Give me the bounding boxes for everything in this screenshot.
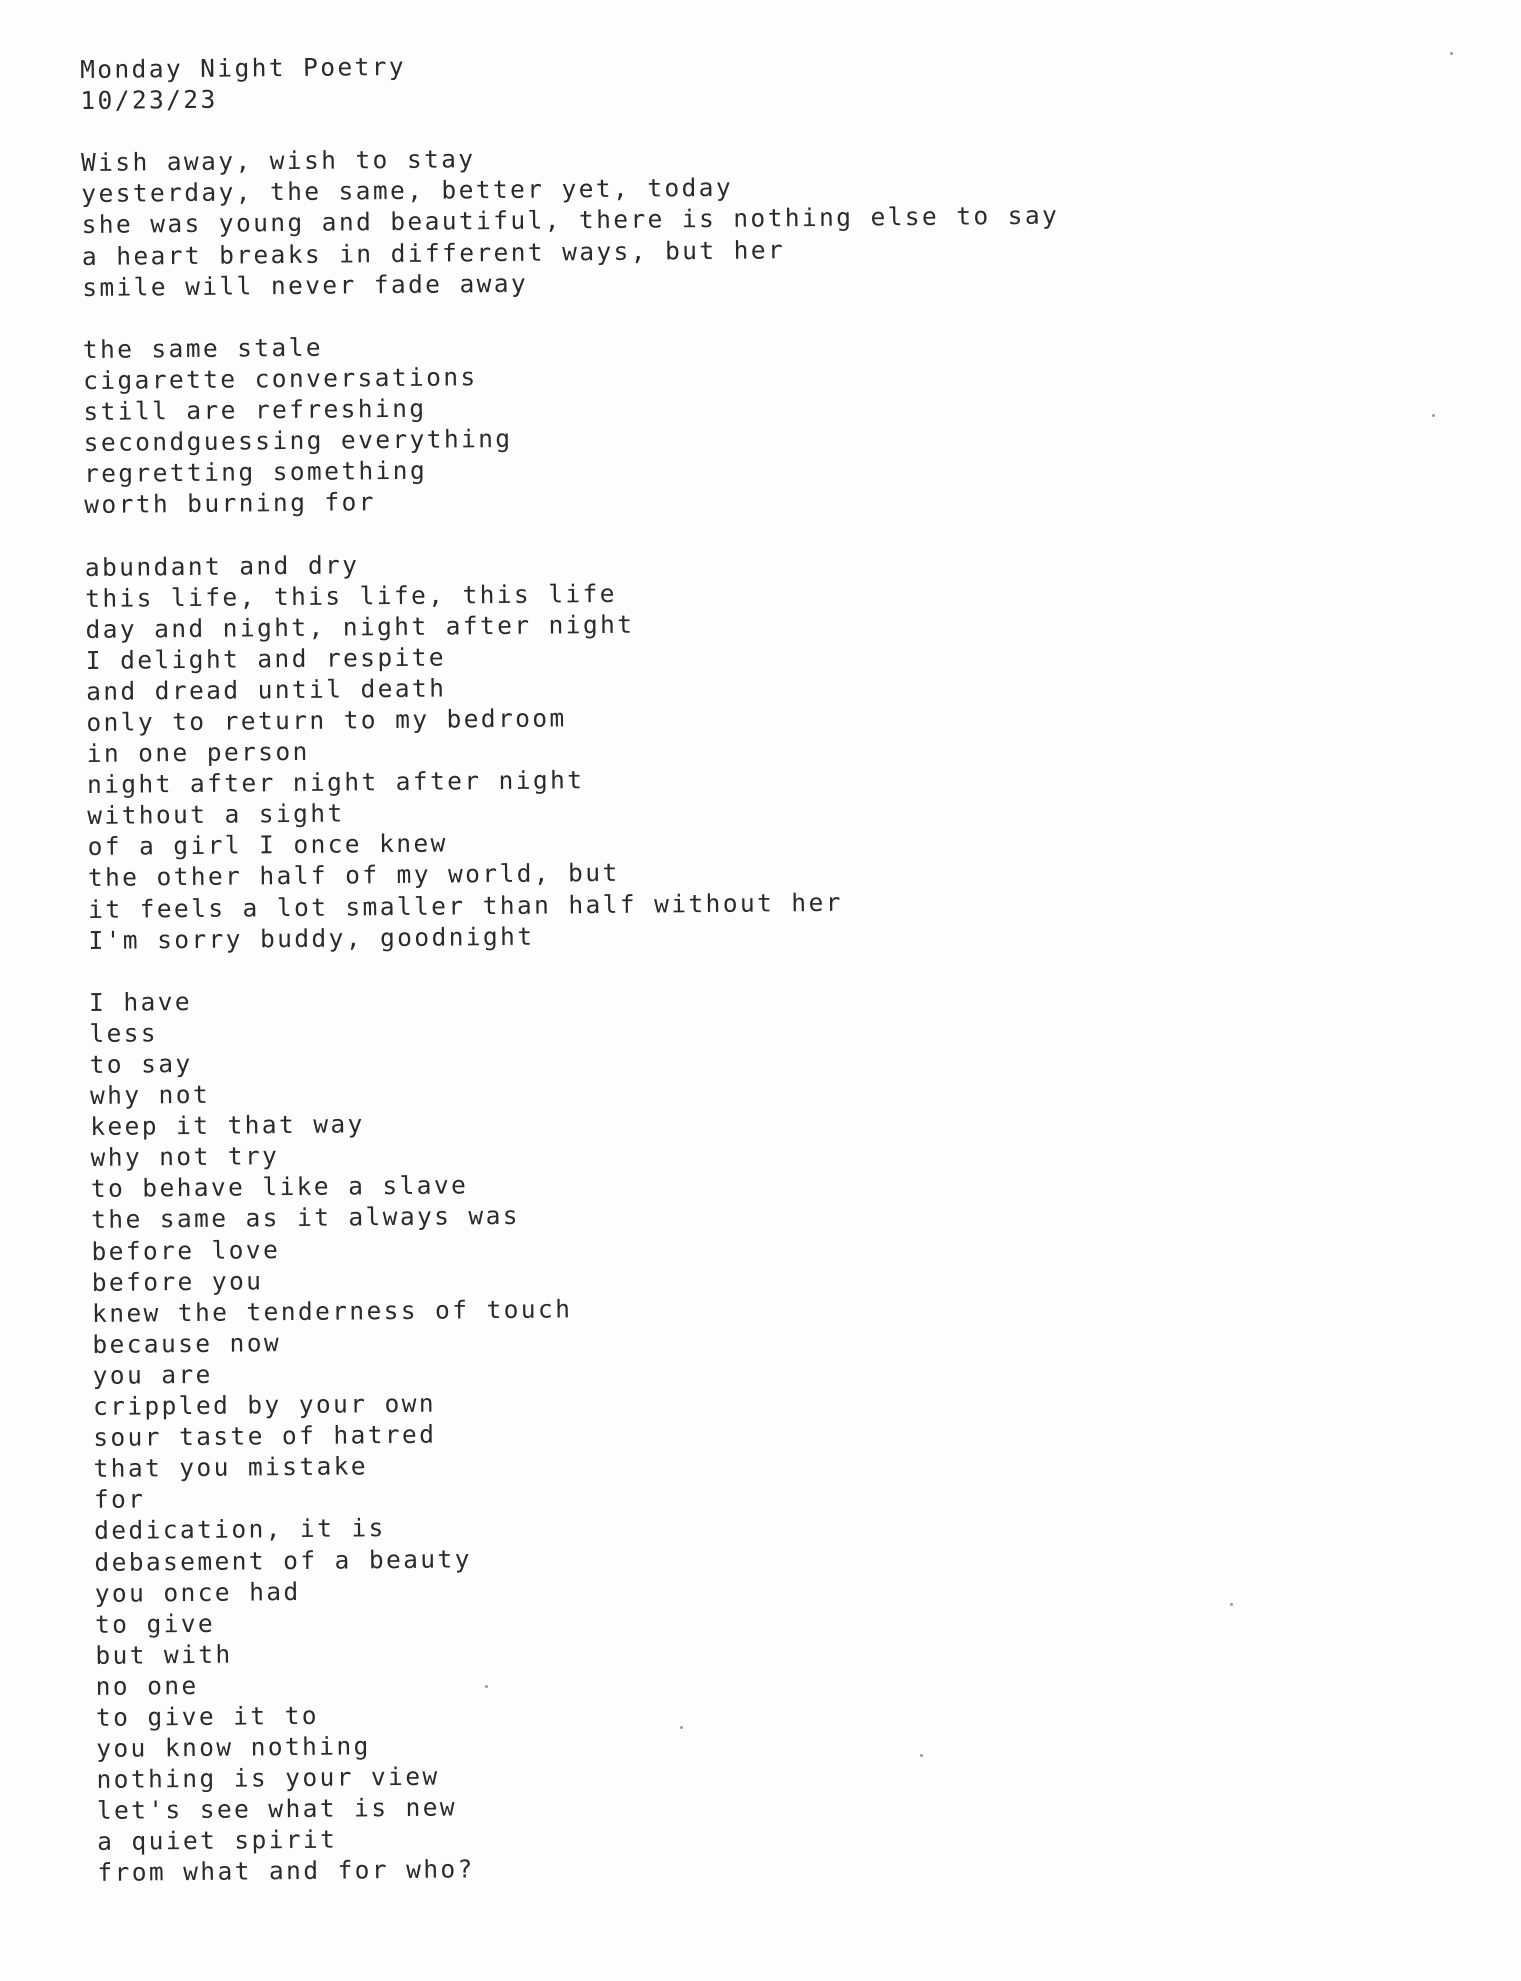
poem-line: the other half of my world, but <box>87 858 620 893</box>
poem-line: to give it to <box>95 1700 320 1732</box>
poem-line: less <box>89 1018 159 1048</box>
poem-line: debasement of a beauty <box>94 1543 472 1577</box>
poem-line: that you mistake <box>93 1451 369 1484</box>
poem-line: night after night after night <box>86 765 585 800</box>
scan-speck <box>1432 414 1435 417</box>
poem-line: you are <box>92 1359 213 1390</box>
poem-line: keep it that way <box>90 1109 365 1142</box>
poem-body <box>81 134 1438 1888</box>
poem-line: to say <box>89 1048 193 1079</box>
poem-line: the same stale <box>82 332 324 364</box>
scan-speck <box>920 1754 923 1757</box>
poem-line: because now <box>92 1327 282 1359</box>
scan-speck <box>485 1685 488 1688</box>
poem-line: you know nothing <box>96 1731 371 1763</box>
poem-line: smile will never fade away <box>82 268 529 302</box>
stanza <box>89 974 1438 1889</box>
poem-line: Wish away, wish to stay <box>80 144 476 178</box>
scan-speck <box>1450 52 1453 55</box>
poem-line: and dread until death <box>85 673 447 706</box>
poem-line: of a girl I once knew <box>87 828 448 862</box>
poem-line: yesterday, the same, better yet, today <box>81 173 734 209</box>
poem-line: before love <box>91 1234 281 1266</box>
poem-line: I have <box>88 986 193 1017</box>
poem-line: without a sight <box>87 798 345 831</box>
poem-line: secondguessing everything <box>83 423 513 458</box>
poem-line: the same as it always was <box>91 1201 521 1235</box>
stanza <box>81 134 1422 302</box>
poem-line: she was young and beautiful, there is nothing else to say <box>81 201 1060 240</box>
poem-line: why not <box>89 1079 211 1111</box>
poem-document <box>80 41 1438 1888</box>
poem-line: to behave like a slave <box>90 1170 469 1204</box>
poem-line: nothing is your view <box>96 1761 440 1795</box>
poem-line: cigarette conversations <box>82 362 478 395</box>
scan-speck <box>1230 1603 1233 1606</box>
poem-line: day and night, night after night <box>85 609 635 644</box>
scan-speck <box>680 1726 683 1729</box>
poem-line: to give <box>94 1608 216 1639</box>
poem-line: for <box>93 1484 146 1515</box>
poem-line: a quiet spirit <box>97 1824 338 1857</box>
poem-line: I delight and respite <box>85 642 447 675</box>
poem-line: still are refreshing <box>83 393 427 427</box>
document-title: Monday Night Poetry <box>80 51 407 84</box>
poem-line: but with <box>95 1639 233 1670</box>
poem-line: why not try <box>90 1141 280 1173</box>
poem-line: worth burning for <box>84 487 377 520</box>
poem-line: in one person <box>86 736 310 769</box>
poem-line: crippled by your own <box>92 1388 437 1421</box>
stanza <box>85 539 1429 956</box>
poem-line: sour taste of hatred <box>93 1419 437 1453</box>
stanza <box>83 321 1425 520</box>
document-date: 10/23/23 <box>80 84 218 116</box>
poem-line: no one <box>95 1670 199 1701</box>
poem-line: a heart breaks in different ways, but her <box>81 234 786 271</box>
poem-line: this life, this life, this life <box>85 578 618 613</box>
poem-line: knew the tenderness of touch <box>91 1294 573 1328</box>
poem-line: let's see what is new <box>96 1792 458 1826</box>
poem-line: before you <box>91 1265 264 1297</box>
poem-line: dedication, it is <box>94 1513 386 1546</box>
poem-line: I'm sorry buddy, goodnight <box>88 921 535 955</box>
poem-line: you once had <box>94 1576 301 1608</box>
poem-line: only to return to my bedroom <box>86 703 567 737</box>
poem-line: it feels a lot smaller than half without her <box>88 887 843 924</box>
poem-line: from what and for who? <box>97 1854 475 1888</box>
poem-line: abundant and dry <box>84 549 360 582</box>
poem-line: regretting something <box>83 455 428 489</box>
